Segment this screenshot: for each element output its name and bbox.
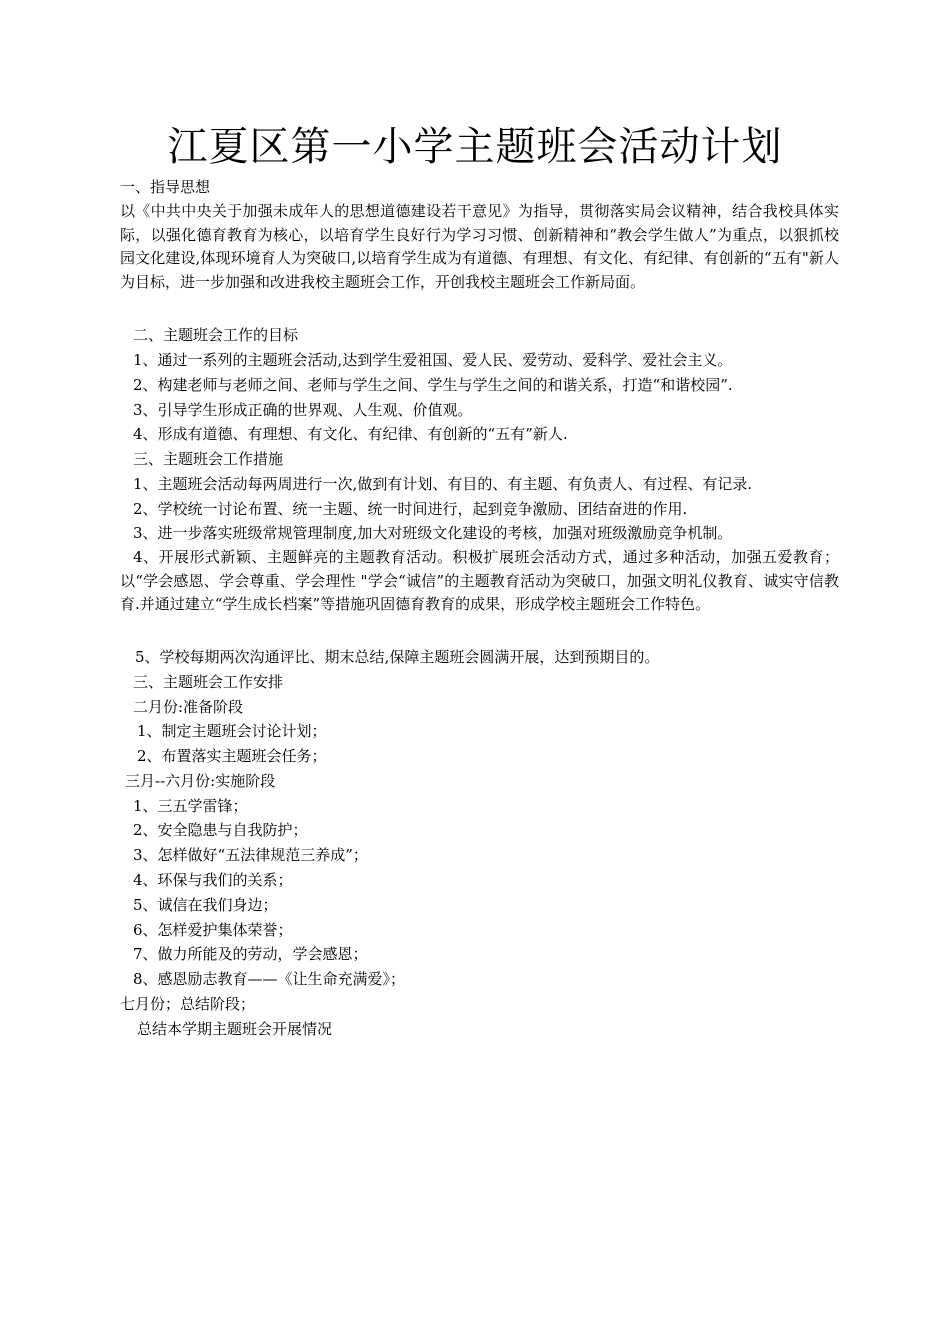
phase-heading-february: 二月份:准备阶段 xyxy=(133,698,244,716)
measure-item: 2、学校统一讨论布置、统一主题、统一时间进行，起到竞争激励、团结奋进的作用. xyxy=(133,500,688,518)
march-june-item: 4、环保与我们的关系； xyxy=(133,871,293,889)
section-heading-goals: 二、主题班会工作的目标 xyxy=(133,326,299,344)
march-june-item: 3、怎样做好“五法律规范三养成”； xyxy=(133,846,368,864)
document-title: 江夏区第一小学主题班会活动计划 xyxy=(167,124,783,170)
section-heading-guiding-thought: 一、指导思想 xyxy=(120,178,211,196)
march-june-item: 8、感恩励志教育——《让生命充满爱》； xyxy=(133,970,406,988)
march-june-item: 2、安全隐患与自我防护； xyxy=(133,821,308,839)
phase-heading-july: 七月份；总结阶段； xyxy=(120,995,256,1013)
february-item: 2、布置落实主题班会任务； xyxy=(137,747,327,765)
phase-heading-march-june: 三月--六月份:实施阶段 xyxy=(125,772,276,790)
march-june-item: 6、怎样爱护集体荣誉； xyxy=(133,921,293,939)
measure-item: 5、学校每期两次沟通评比、期末总结,保障主题班会圆满开展，达到预期目的。 xyxy=(135,648,660,666)
march-june-item: 5、诚信在我们身边； xyxy=(133,896,278,914)
goal-item: 4、形成有道德、有理想、有文化、有纪律、有创新的“五有”新人. xyxy=(133,425,568,443)
march-june-item: 1、三五学雷锋； xyxy=(133,797,248,815)
july-summary-text: 总结本学期主题班会开展情况 xyxy=(137,1020,333,1038)
section-heading-arrangement: 三、主题班会工作安排 xyxy=(133,673,284,691)
measure-item: 3、进一步落实班级常规管理制度,加大对班级文化建设的考核，加强对班级激励竞争机制。 xyxy=(133,524,733,542)
guiding-thought-paragraph: 以《中共中央关于加强未成年人的思想道德建设若干意见》为指导，贯彻落实局会议精神，结合我校具体实际，以强化德育教育为核心，以培育学生良好行为学习习惯、创新精神和“教会学生做人”为重点，以狠抓校园文化建设,体现环境育人为突破口,以培育学生成为有道德、有理想、有文化、有纪律、有创新的“五有"新人为目标，进一步加强和改进我校主题班会工作，开创我校主题班会工作新局面。 xyxy=(120,202,839,291)
section-heading-measures: 三、主题班会工作措施 xyxy=(133,450,284,468)
goal-item: 1、通过一系列的主题班会活动,达到学生爱祖国、爱人民、爱劳动、爱科学、爱社会主义。 xyxy=(133,351,733,369)
goal-item: 2、构建老师与老师之间、老师与学生之间、学生与学生之间的和谐关系，打造“和谐校园”. xyxy=(133,376,733,394)
measure-item-4-paragraph: 4、开展形式新颖、主题鲜亮的主题教育活动。积极扩展班会活动方式，通过多种活动，加强五爱教育；以“学会感恩、学会尊重、学会理性 "学会“诚信”的主题教育活动为突破口，加强文明礼仪教育、诚实守信教育.并通过建立“学生成长档案”等措施巩固德育教育的成果，形成学校主题班会工作特色。 xyxy=(120,548,839,614)
measure-item: 1、主题班会活动每两周进行一次,做到有计划、有目的、有主题、有负责人、有过程、有记录. xyxy=(133,475,753,493)
march-june-item: 7、做力所能及的劳动，学会感恩； xyxy=(133,945,368,963)
goal-item: 3、引导学生形成正确的世界观、人生观、价值观。 xyxy=(133,401,473,419)
february-item: 1、制定主题班会讨论计划； xyxy=(137,722,327,740)
